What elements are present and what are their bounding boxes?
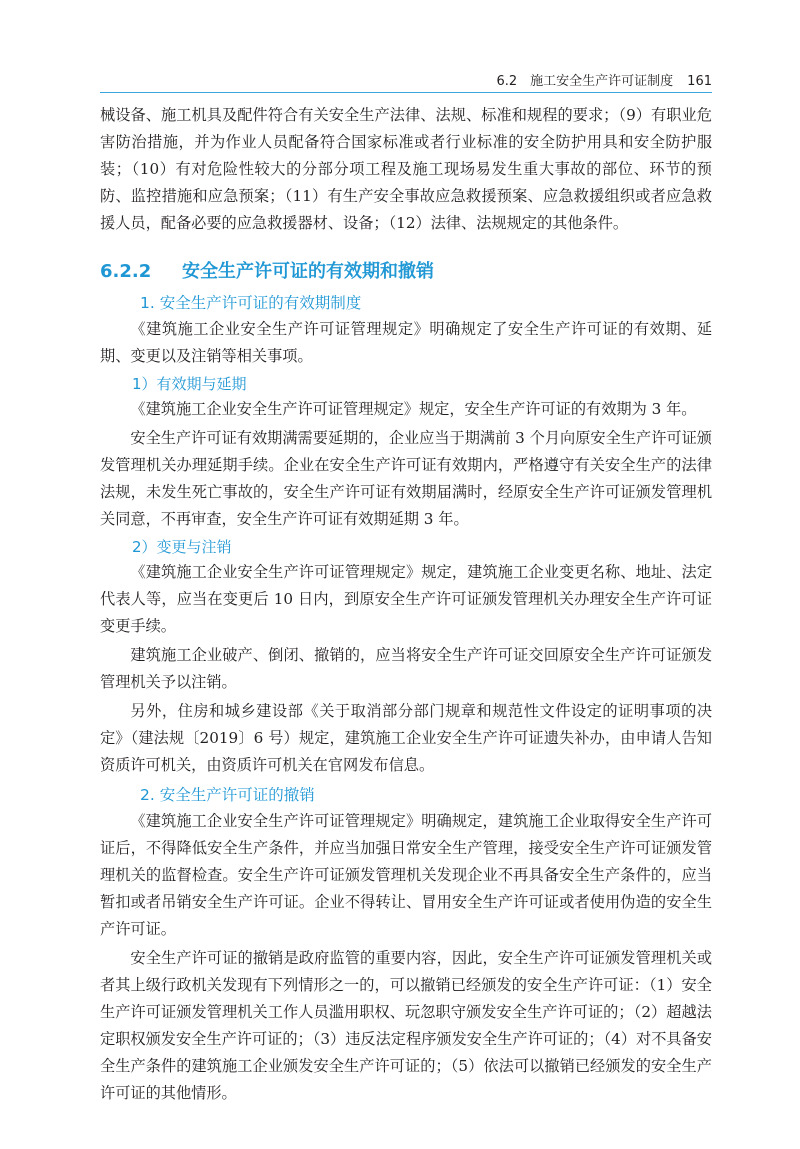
page-body bbox=[100, 102, 712, 1109]
paragraph: 建筑施工企业破产、倒闭、撤销的，应当将安全生产许可证交回原安全生产许可证颁发管理机关予以注销。 bbox=[100, 646, 712, 691]
paragraph: 《建筑施工企业安全生产许可证管理规定》规定，建筑施工企业变更名称、地址、法定代表人等，应当在变更后 10 日内，到原安全生产许可证颁发管理机关办理安全生产许可证变更手续。 bbox=[100, 563, 712, 635]
paragraph: 《建筑施工企业安全生产许可证管理规定》明确规定了安全生产许可证的有效期、延期、变更以及注销等相关事项。 bbox=[100, 320, 712, 365]
subsubsection-heading-validity-extension: 1）有效期与延期 bbox=[132, 375, 247, 393]
paragraph-intro-continued: 械设备、施工机具及配件符合有关安全生产法律、法规、标准和规程的要求；（9）有职业危害防治措施，并为作业人员配备符合国家标准或者行业标准的安全防护用具和安全防护服装；（10）有对危险性较大的分部分项工程及施工现场易发生重大事故的部位、环节的预防、监控措施和应急预案；（11）有生产安全事故应急救援预案、应急救援组织或者应急救援人员，配备必要的应急救援器材、设备；（12）法律、法规规定的其他条件。 bbox=[100, 106, 712, 232]
subsection-heading-validity: 1. 安全生产许可证的有效期制度 bbox=[140, 294, 362, 312]
page-number: 161 bbox=[687, 74, 712, 89]
paragraph: 安全生产许可证的撤销是政府监管的重要内容，因此，安全生产许可证颁发管理机关或者其上级行政机关发现有下列情形之一的，可以撤销已经颁发的安全生产许可证：（1）安全生产许可证颁发管理机关工作人员滥用职权、玩忽职守颁发安全生产许可证的；（2）超越法定职权颁发安全生产许可证的；（3）违反法定程序颁发安全生产许可证的；（4）对不具备安全生产条件的建筑施工企业颁发安全生产许可证的；（5）依法可以撤销已经颁发的安全生产许可证的其他情形。 bbox=[100, 949, 712, 1102]
paragraph: 另外，住房和城乡建设部《关于取消部分部门规章和规范性文件设定的证明事项的决定》（建法规〔2019〕6 号）规定，建筑施工企业安全生产许可证遗失补办，由申请人告知资质许可机关，由资质许可机关在官网发布信息。 bbox=[100, 702, 712, 774]
paragraph: 《建筑施工企业安全生产许可证管理规定》明确规定，建筑施工企业取得安全生产许可证后，不得降低安全生产条件，并应当加强日常安全生产管理，接受安全生产许可证颁发管理机关的监督检查。安全生产许可证颁发管理机关发现企业不再具备安全生产条件的，应当暂扣或者吊销安全生产许可证。企业不得转让、冒用安全生产许可证或者使用伪造的安全生产许可证。 bbox=[100, 812, 712, 938]
paragraph: 安全生产许可证有效期满需要延期的，企业应当于期满前 3 个月向原安全生产许可证颁发管理机关办理延期手续。企业在安全生产许可证有效期内，严格遵守有关安全生产的法律法规，未发生死亡事故的，安全生产许可证有效期届满时，经原安全生产许可证颁发管理机关同意，不再审查，安全生产许可证有效期延期 3 年。 bbox=[100, 429, 712, 528]
subsection-heading-revocation: 2. 安全生产许可证的撤销 bbox=[140, 786, 315, 804]
subsubsection-heading-change-cancel: 2）变更与注销 bbox=[132, 538, 232, 556]
running-head-text bbox=[496, 70, 712, 89]
running-head bbox=[100, 70, 712, 93]
section-number: 6.2.2 bbox=[100, 261, 152, 282]
paragraph: 《建筑施工企业安全生产许可证管理规定》规定，安全生产许可证的有效期为 3 年。 bbox=[130, 400, 697, 418]
section-title: 安全生产许可证的有效期和撤销 bbox=[182, 261, 434, 282]
section-heading bbox=[100, 257, 712, 287]
running-head-title: 6.2 施工安全生产许可证制度 bbox=[496, 74, 674, 89]
